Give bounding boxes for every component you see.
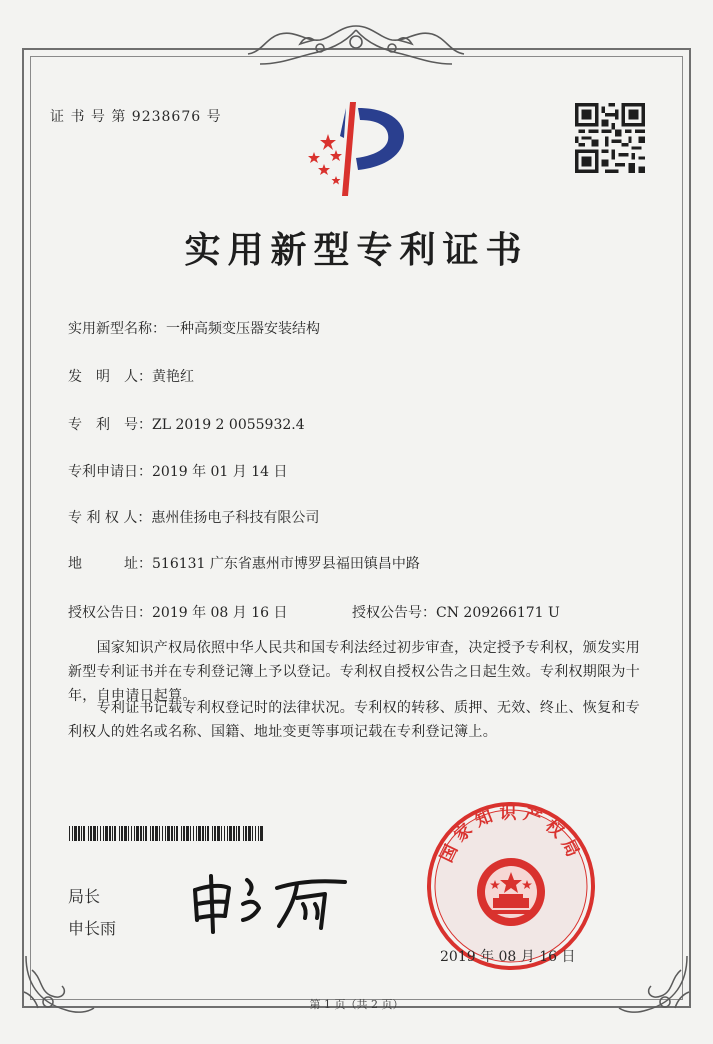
certificate-number: 证 书 号 第 9238676 号 bbox=[50, 109, 222, 125]
qr-code-icon bbox=[575, 103, 645, 173]
statement-paragraph-1: 国家知识产权局依照中华人民共和国专利法经过初步审查，决定授予专利权，颁发实用新型专利证书并在专利登记簿上予以登记。专利权自授权公告之日起生效。专利权期限为十年，自申请日起算。 bbox=[68, 640, 640, 704]
barcode-icon bbox=[69, 826, 265, 841]
cnipa-logo-icon bbox=[298, 98, 414, 198]
grant-number-label: 授权公告号： bbox=[352, 605, 436, 621]
chief-title: 局长 bbox=[68, 887, 101, 906]
address-value: 516131 广东省惠州市博罗县福田镇昌中路 bbox=[152, 556, 420, 572]
inventor-row bbox=[68, 366, 194, 386]
patentee-label: 专 利 权 人： bbox=[68, 510, 152, 526]
name-label: 实用新型名称： bbox=[68, 321, 166, 337]
grant-date-label: 授权公告日： bbox=[68, 605, 152, 621]
patent-number-label: 专 利 号： bbox=[68, 417, 152, 433]
patentee-value: 惠州佳扬电子科技有限公司 bbox=[151, 510, 320, 526]
inventor-value: 黄艳红 bbox=[152, 369, 194, 385]
filing-date-value: 2019 年 01 月 14 日 bbox=[152, 464, 288, 480]
name-value: 一种高频变压器安装结构 bbox=[166, 321, 320, 337]
page-footer: 第 1 页（共 2 页） bbox=[309, 998, 404, 1011]
statement-paragraph-2: 专利证书记载专利权登记时的法律状况。专利权的转移、质押、无效、终止、恢复和专利权人的姓名或名称、国籍、地址变更等事项记载在专利登记簿上。 bbox=[68, 700, 640, 740]
top-ornament-icon bbox=[240, 20, 473, 72]
patent-number-value: ZL 2019 2 0055932.4 bbox=[152, 417, 305, 433]
filing-date-row bbox=[68, 461, 288, 481]
svg-text:国家知识产权局: 国家知识产权局 bbox=[436, 803, 586, 866]
signature-icon bbox=[185, 870, 355, 935]
grant-number-row bbox=[352, 602, 560, 622]
address-label: 地 址： bbox=[68, 556, 152, 572]
filing-date-label: 专利申请日： bbox=[68, 464, 152, 480]
inventor-label: 发 明 人： bbox=[68, 369, 152, 385]
grant-date-value: 2019 年 08 月 16 日 bbox=[152, 605, 288, 621]
seal-date: 2019 年 08 月 16 日 bbox=[440, 949, 576, 965]
patentee-row bbox=[68, 507, 319, 527]
name-row bbox=[68, 318, 320, 338]
grant-date-row bbox=[68, 602, 288, 622]
grant-number-value: CN 209266171 U bbox=[436, 605, 560, 621]
chief-name: 申长雨 bbox=[68, 919, 117, 938]
certificate-title: 实用新型专利证书 bbox=[184, 229, 529, 271]
address-row bbox=[68, 553, 420, 573]
patent-number-row bbox=[68, 414, 305, 434]
